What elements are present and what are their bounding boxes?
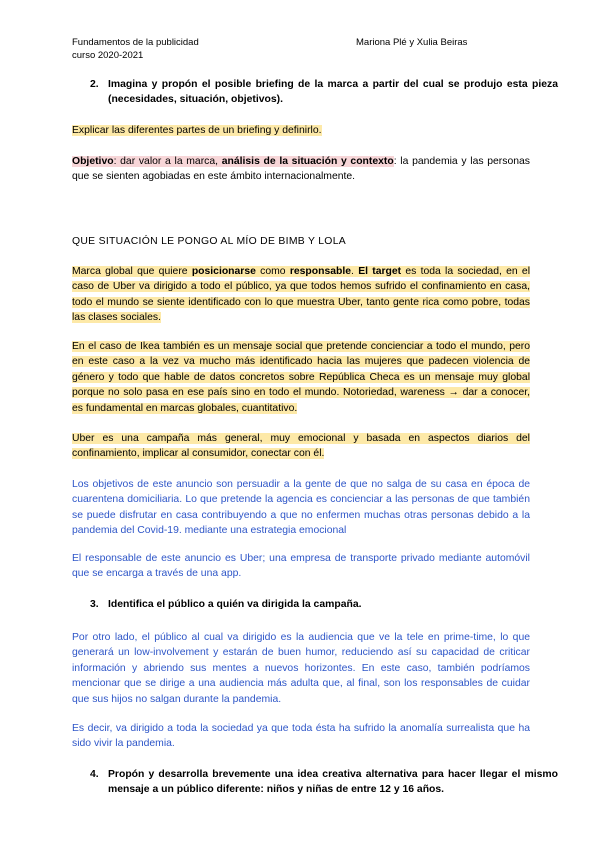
paragraph-publico: Por otro lado, el público al cual va dirigido es la audiencia que ve la tele en prime-time, lo que generará un low-involvement y estarán de buen humor, reduciendo así su capacidad de criticar información y abriendo sus mentes a nuevos horizontes. En este caso, también podríamos mencionar que se dirige a una audiencia más adulta que, al final, son los responsables de cuidar que sus hijos no salgan durante la pandemia. — [72, 632, 530, 705]
question-2 — [90, 77, 558, 108]
paragraph-decir: Es decir, va dirigido a toda la sociedad ya que toda ésta ha sufrido la anomalía surrealista que ha sido vivir la pandemia. — [72, 723, 530, 750]
objetivo-text-c: : la pandemia y las personas que se sienten agobiadas en este ámbito internacionalmente. — [72, 156, 530, 183]
paragraph-ikea — [72, 339, 530, 416]
header-year: curso 2020-2021 — [72, 50, 144, 61]
paragraph-uber — [72, 431, 530, 462]
paragraph-explain — [72, 123, 530, 138]
question-number: 3. — [90, 599, 99, 610]
marca-text-e: . — [351, 266, 359, 277]
header-authors: Mariona Plé y Xulia Beiras — [356, 37, 468, 48]
highlight-text: Uber es una campaña más general, muy emocional y basada en aspectos diarios del confinamiento, implicar al consumidor, conectar con él. — [72, 433, 530, 460]
objetivo-label: Objetivo — [72, 156, 114, 167]
marca-text-a: Marca global que quiere — [72, 266, 192, 277]
marca-bold-target: El target — [358, 266, 402, 277]
question-text: Propón y desarrolla brevemente una idea creativa alternativa para hacer llegar el mismo mensaje a un público diferente: niños y niñas de entre 12 y 16 años. — [108, 769, 558, 796]
paragraph-marca — [72, 264, 530, 326]
question-number: 2. — [90, 79, 99, 90]
question-4 — [90, 767, 558, 798]
highlight-text: En el caso de Ikea también es un mensaje social que pretende concienciar a todo el mundo, pero en este caso a la vez va mucho más identificado hacia las mujeres que padecen violencia de género y todo que hable de datos concretos sobre República Checa es un mensaje muy global porque no solo pasa en ese país sino en todo el mundo. Notoriedad, wareness → dar a conocer, es fundamental en marcas globales, cuantitativo. — [72, 341, 530, 414]
marca-bold-posicionarse: posicionarse — [191, 266, 256, 277]
header-course: Fundamentos de la publicidad — [72, 37, 199, 48]
paragraph-objetivos: Los objetivos de este anuncio son persuadir a la gente de que no salga de su casa en época de cuarentena domiciliaria. Lo que pretende la agencia es concienciar a las personas de que también se puede disfrutar en casa contribuyendo a que no enfermen muchas otras personas debido a la pandemia del Covid-19. mediante una estrategia emocional — [72, 479, 530, 537]
highlight-text: Explicar las diferentes partes de un briefing y definirlo. — [72, 125, 322, 136]
question-text: Identifica el público a quién va dirigida la campaña. — [108, 599, 362, 610]
objetivo-text-a: : dar valor a la marca, — [113, 156, 222, 167]
objetivo-text-bold: análisis de la situación y contexto — [221, 156, 394, 167]
highlight-pink — [72, 156, 394, 167]
marca-text-c: como — [255, 266, 290, 277]
marca-bold-responsable: responsable — [289, 266, 352, 277]
marca-text-g: es toda la sociedad, en el caso de Uber va dirigido a todo el público, ya que todos hemos sufrido el confinamiento en casa, todo el mundo se siente identificado con lo que muestra Uber, tanto gente rica como pobre, todas las clases sociales. — [72, 266, 531, 324]
header-left — [72, 36, 199, 62]
question-number: 4. — [90, 769, 99, 780]
section-caption: QUE SITUACIÓN LE PONGO AL MÍO DE BIMB Y LOLA — [72, 236, 346, 247]
paragraph-responsable: El responsable de este anuncio es Uber; una empresa de transporte privado mediante automóvil que se encarga a través de una app. — [72, 553, 530, 580]
question-text: Imagina y propón el posible briefing de la marca a partir del cual se produjo esta pieza (necesidades, situación, objetivos). — [108, 79, 558, 106]
question-3 — [90, 597, 548, 612]
paragraph-objetivo — [72, 154, 530, 185]
highlight-text — [72, 266, 530, 323]
